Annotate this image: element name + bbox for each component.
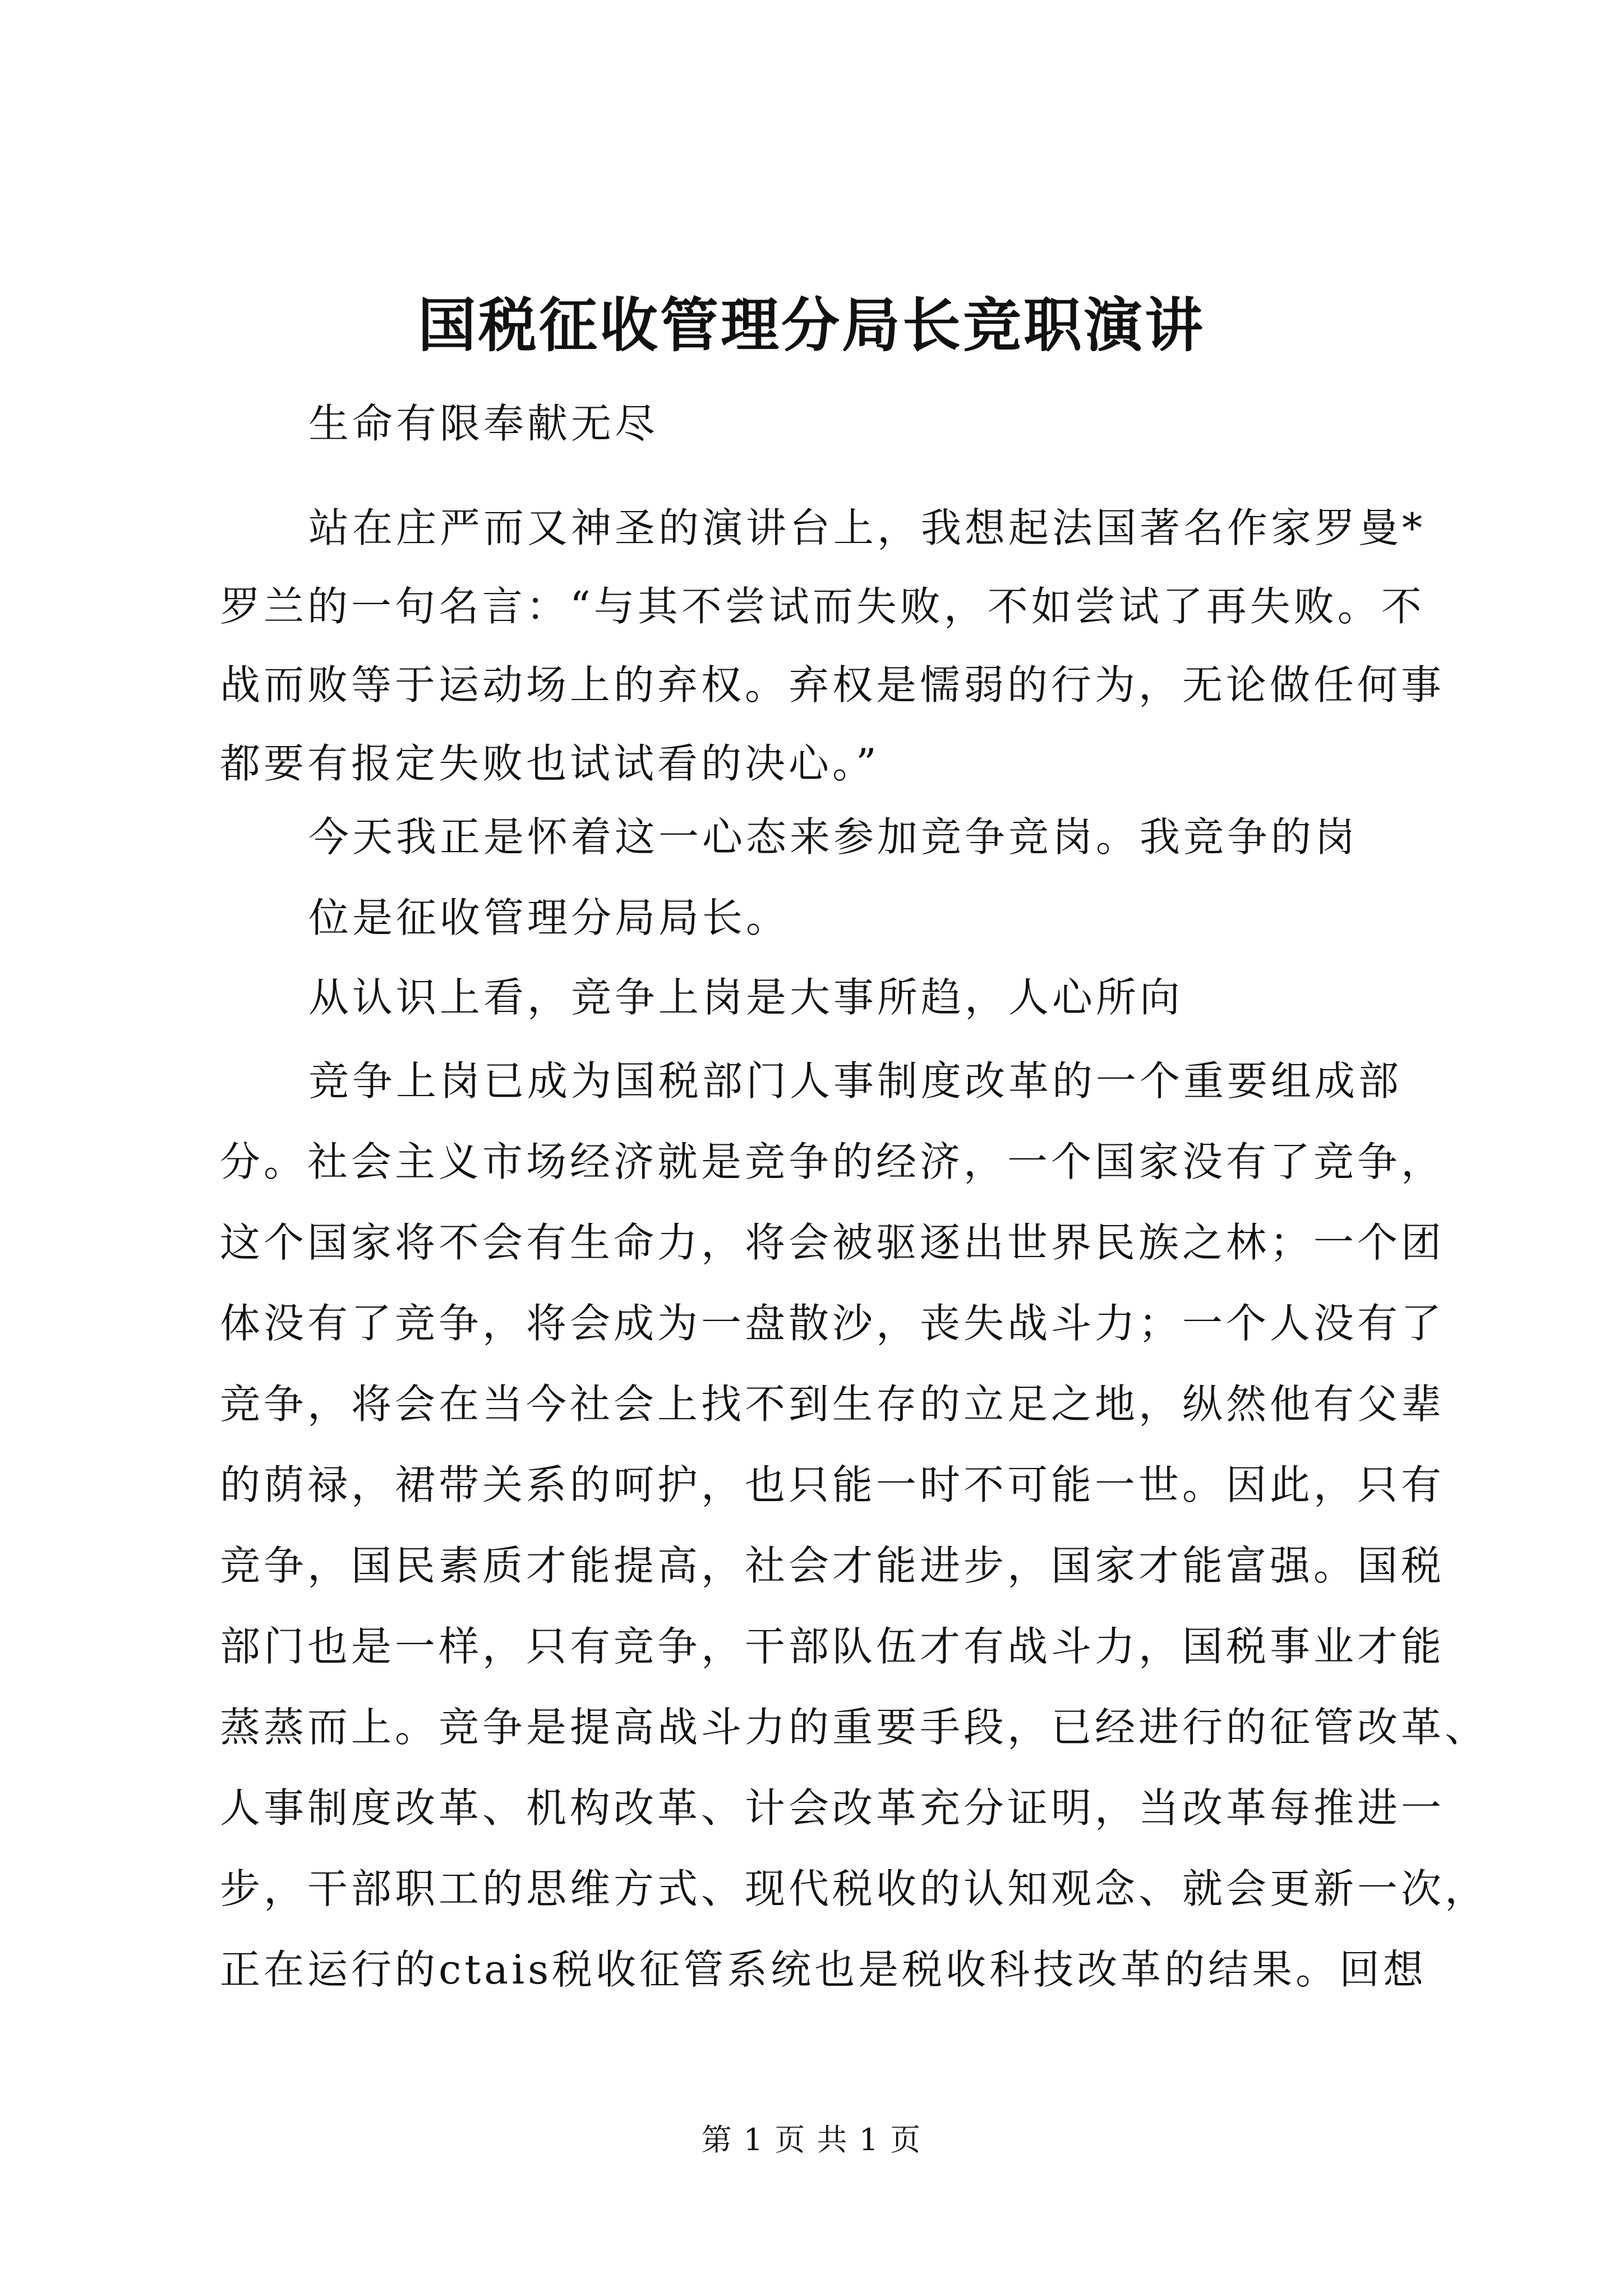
- paragraph-line: 罗兰的一句名言：“与其不尝试而失败，不如尝试了再失败。不: [220, 583, 1425, 630]
- paragraph-line: 站在庄严而又神圣的演讲台上，我想起法国著名作家罗曼*: [308, 504, 1426, 551]
- paragraph-line: 步，干部职工的思维方式、现代税收的认知观念、就会更新一次，: [220, 1865, 1489, 1912]
- page-footer: 第 1 页 共 1 页: [701, 2122, 922, 2157]
- subtitle-line: 生命有限奉献无尽: [308, 400, 659, 447]
- paragraph-line: 蒸蒸而上。竞争是提高战斗力的重要手段，已经进行的征管改革、: [220, 1704, 1489, 1751]
- paragraph-line: 部门也是一样，只有竞争，干部队伍才有战斗力，国税事业才能: [220, 1623, 1445, 1670]
- paragraph-line: 的荫禄，裙带关系的呵护，也只能一时不可能一世。因此，只有: [220, 1461, 1445, 1508]
- paragraph-line: 人事制度改革、机构改革、计会改革充分证明，当改革每推进一: [220, 1784, 1445, 1832]
- paragraph-line: 竞争上岗已成为国税部门人事制度改革的一个重要组成部: [308, 1057, 1403, 1105]
- paragraph-line: 位是征收管理分局局长。: [308, 894, 790, 941]
- paragraph-line: 体没有了竞争，将会成为一盘散沙，丧失战斗力；一个人没有了: [220, 1300, 1445, 1347]
- paragraph-line: 竞争，国民素质才能提高，社会才能进步，国家才能富强。国税: [220, 1542, 1445, 1589]
- paragraph-line: 分。社会主义市场经济就是竞争的经济，一个国家没有了竞争，: [220, 1138, 1445, 1185]
- paragraph-line: 这个国家将不会有生命力，将会被驱逐出世界民族之林；一个团: [220, 1219, 1445, 1266]
- section-heading-line: 从认识上看，竞争上岗是大事所趋，人心所向: [308, 974, 1184, 1021]
- paragraph-line: 正在运行的ctais税收征管系统也是税收科技改革的结果。回想: [220, 1946, 1427, 1993]
- paragraph-line: 竞争，将会在当今社会上找不到生存的立足之地，纵然他有父辈: [220, 1381, 1445, 1428]
- paragraph-line: 今天我正是怀着这一心态来参加竞争竞岗。我竞争的岗: [308, 813, 1359, 861]
- paragraph-line: 都要有报定失败也试试看的决心。”: [220, 740, 880, 787]
- document-title: 国税征收管理分局长竞职演讲: [417, 291, 1205, 360]
- paragraph-line: 战而败等于运动场上的弃权。弃权是懦弱的行为，无论做任何事: [220, 661, 1445, 708]
